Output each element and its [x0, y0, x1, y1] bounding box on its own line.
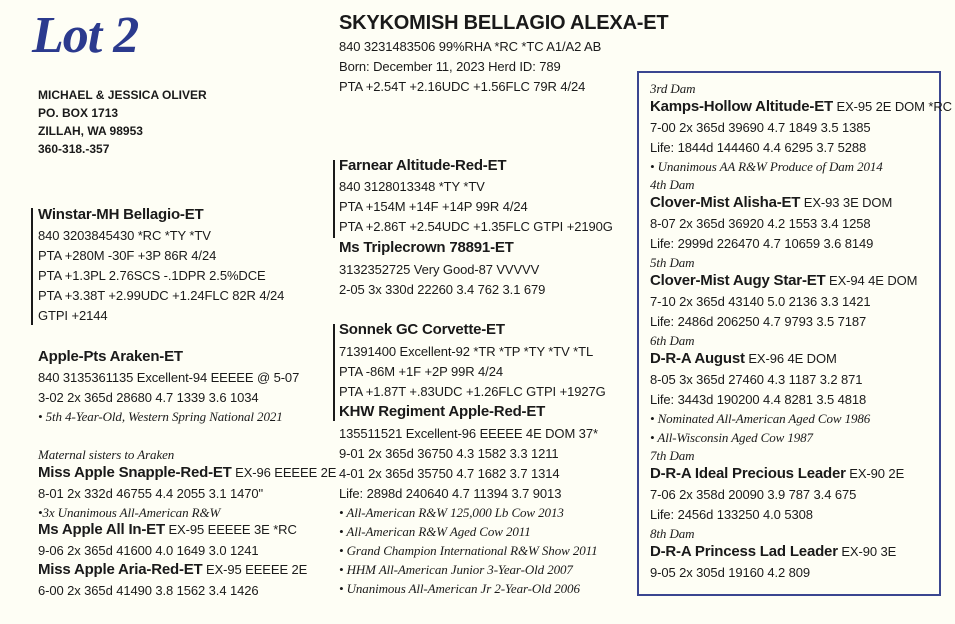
dam-sire-line-1: 71391400 Excellent-92 *TR *TP *TY *TV *TL	[339, 344, 594, 359]
dam5-class: EX-94 4E DOM	[825, 273, 918, 288]
sister1-note: •3x Unanimous All-American R&W	[38, 505, 221, 520]
sister3-name: Miss Apple Aria-Red-ET	[38, 561, 203, 578]
sister1-class: EX-96 EEEEE 2E	[231, 465, 337, 480]
dam4-life: Life: 2999d 226470 4.7 10659 3.6 8149	[650, 236, 874, 251]
animal-pta-line: PTA +2.54T +2.16UDC +1.56FLC 79R 4/24	[339, 79, 586, 94]
dam-dam-note-1: • All-American R&W 125,000 Lb Cow 2013	[339, 505, 564, 520]
dam7-life: Life: 2456d 133250 4.0 5308	[650, 507, 813, 522]
dam6-life: Life: 3443d 190200 4.4 8281 3.5 4818	[650, 392, 867, 407]
dam3-name: Kamps-Hollow Altitude-ET	[650, 98, 833, 115]
sire-line-1: 840 3203845430 *RC *TY *TV	[38, 228, 211, 243]
animal-born-line: Born: December 11, 2023 Herd ID: 789	[339, 59, 561, 74]
sire-line-3: PTA +1.3PL 2.76SCS -.1DPR 2.5%DCE	[38, 268, 266, 283]
dam3-record: 7-00 2x 365d 39690 4.7 1849 3.5 1385	[650, 120, 871, 135]
dam5-label: 5th Dam	[650, 255, 695, 270]
dam6-label: 6th Dam	[650, 333, 695, 348]
sire-sire-line-1: 840 3128013348 *TY *TV	[339, 179, 485, 194]
animal-id-line: 840 3231483506 99%RHA *RC *TC A1/A2 AB	[339, 39, 602, 54]
dam8-title	[650, 543, 896, 560]
sister1-record: 8-01 2x 332d 46755 4.4 2055 3.1 1470"	[38, 486, 264, 501]
sire-sire-line-3: PTA +2.86T +2.54UDC +1.35FLC GTPI +2190G	[339, 219, 613, 234]
dam4-title	[650, 194, 892, 211]
dam5-title	[650, 272, 917, 289]
dam8-label: 8th Dam	[650, 526, 695, 541]
dam3-life: Life: 1844d 144460 4.4 6295 3.7 5288	[650, 140, 867, 155]
sire-dam-line-1: 3132352725 Very Good-87 VVVVV	[339, 262, 540, 277]
dam4-label: 4th Dam	[650, 177, 695, 192]
dam-line-2: 3-02 2x 365d 28680 4.7 1339 3.6 1034	[38, 390, 259, 405]
dam7-name: D-R-A Ideal Precious Leader	[650, 465, 846, 482]
dam6-record: 8-05 3x 365d 27460 4.3 1187 3.2 871	[650, 372, 863, 387]
dam-dam-name: KHW Regiment Apple-Red-ET	[339, 403, 546, 420]
sister3-record: 6-00 2x 365d 41490 3.8 1562 3.4 1426	[38, 583, 259, 598]
sire-name: Winstar-MH Bellagio-ET	[38, 206, 204, 223]
dam-note: • 5th 4-Year-Old, Western Spring National 2021	[38, 409, 283, 424]
lot-title: Lot 2	[32, 7, 139, 64]
dam-dam-note-4: • HHM All-American Junior 3-Year-Old 2007	[339, 562, 573, 577]
owner-address2: ZILLAH, WA 98953	[38, 124, 143, 138]
dam3-class: EX-95 2E DOM *RC	[832, 99, 952, 114]
dam-dam-line-1: 135511521 Excellent-96 EEEEE 4E DOM 37*	[339, 426, 598, 441]
dam-dam-note-2: • All-American R&W Aged Cow 2011	[339, 524, 531, 539]
dam3-title	[650, 98, 952, 115]
sister3-class: EX-95 EEEEE 2E	[202, 562, 308, 577]
dam4-class: EX-93 3E DOM	[800, 195, 893, 210]
dam6-class: EX-96 4E DOM	[744, 351, 837, 366]
dam-line-1: 840 3135361135 Excellent-94 EEEEE @ 5-07	[38, 370, 300, 385]
sister2-title	[38, 521, 297, 538]
maternal-heading: Maternal sisters to Araken	[38, 447, 175, 462]
dam-dam-line-2: 9-01 2x 365d 36750 4.3 1582 3.3 1211	[339, 446, 559, 461]
dam6-note-1: • Nominated All-American Aged Cow 1986	[650, 411, 871, 426]
owner-address1: PO. BOX 1713	[38, 106, 119, 120]
sire-line-2: PTA +280M -30F +3P 86R 4/24	[38, 248, 217, 263]
dam3-label: 3rd Dam	[650, 81, 696, 96]
dam6-name: D-R-A August	[650, 350, 745, 367]
dam-sire-line-3: PTA +1.87T +.83UDC +1.26FLC GTPI +1927G	[339, 384, 606, 399]
dam-sire-line-2: PTA -86M +1F +2P 99R 4/24	[339, 364, 503, 379]
dam5-life: Life: 2486d 206250 4.7 9793 3.5 7187	[650, 314, 867, 329]
dam-dam-line-3: 4-01 2x 365d 35750 4.7 1682 3.7 1314	[339, 466, 560, 481]
dam7-label: 7th Dam	[650, 448, 695, 463]
dam5-name: Clover-Mist Augy Star-ET	[650, 272, 826, 289]
dam7-class: EX-90 2E	[845, 466, 905, 481]
dam4-record: 8-07 2x 365d 36920 4.2 1553 3.4 1258	[650, 216, 871, 231]
dam6-note-2: • All-Wisconsin Aged Cow 1987	[650, 430, 813, 445]
dam7-title	[650, 465, 904, 482]
dam7-record: 7-06 2x 358d 20090 3.9 787 3.4 675	[650, 487, 857, 502]
sister1-title	[38, 464, 336, 481]
sire-bracket	[31, 208, 33, 325]
sire-sire-name: Farnear Altitude-Red-ET	[339, 157, 507, 174]
animal-name: SKYKOMISH BELLAGIO ALEXA-ET	[339, 12, 669, 34]
sire-dam-line-2: 2-05 3x 330d 22260 3.4 762 3.1 679	[339, 282, 546, 297]
sister2-name: Ms Apple All In-ET	[38, 521, 165, 538]
dam-dam-line-4: Life: 2898d 240640 4.7 11394 3.7 9013	[339, 486, 562, 501]
dam-sire-name: Sonnek GC Corvette-ET	[339, 321, 505, 338]
sire-line-5: GTPI +2144	[38, 308, 108, 323]
sister1-name: Miss Apple Snapple-Red-ET	[38, 464, 232, 481]
dam-dam-note-5: • Unanimous All-American Jr 2-Year-Old 2006	[339, 581, 580, 596]
dam8-class: EX-90 3E	[837, 544, 897, 559]
owner-name: MICHAEL & JESSICA OLIVER	[38, 88, 207, 102]
sire-dam-name: Ms Triplecrown 78891-ET	[339, 239, 514, 256]
dam5-record: 7-10 2x 365d 43140 5.0 2136 3.3 1421	[650, 294, 871, 309]
owner-info	[38, 86, 207, 158]
dam6-title	[650, 350, 837, 367]
dam8-record: 9-05 2x 305d 19160 4.2 809	[650, 565, 811, 580]
sire-sire-bracket	[333, 160, 335, 238]
sire-line-4: PTA +3.38T +2.99UDC +1.24FLC 82R 4/24	[38, 288, 285, 303]
dam-sire-bracket	[333, 324, 335, 421]
dam-name: Apple-Pts Araken-ET	[38, 348, 183, 365]
dam-dam-note-3: • Grand Champion International R&W Show 2011	[339, 543, 598, 558]
sire-sire-line-2: PTA +154M +14F +14P 99R 4/24	[339, 199, 528, 214]
owner-phone: 360-318.-357	[38, 142, 110, 156]
dam8-name: D-R-A Princess Lad Leader	[650, 543, 838, 560]
sister2-class: EX-95 EEEEE 3E *RC	[164, 522, 297, 537]
dam3-note: • Unanimous AA R&W Produce of Dam 2014	[650, 159, 883, 174]
sister3-title	[38, 561, 307, 578]
sister2-record: 9-06 2x 365d 41600 4.0 1649 3.0 1241	[38, 543, 259, 558]
dam4-name: Clover-Mist Alisha-ET	[650, 194, 801, 211]
